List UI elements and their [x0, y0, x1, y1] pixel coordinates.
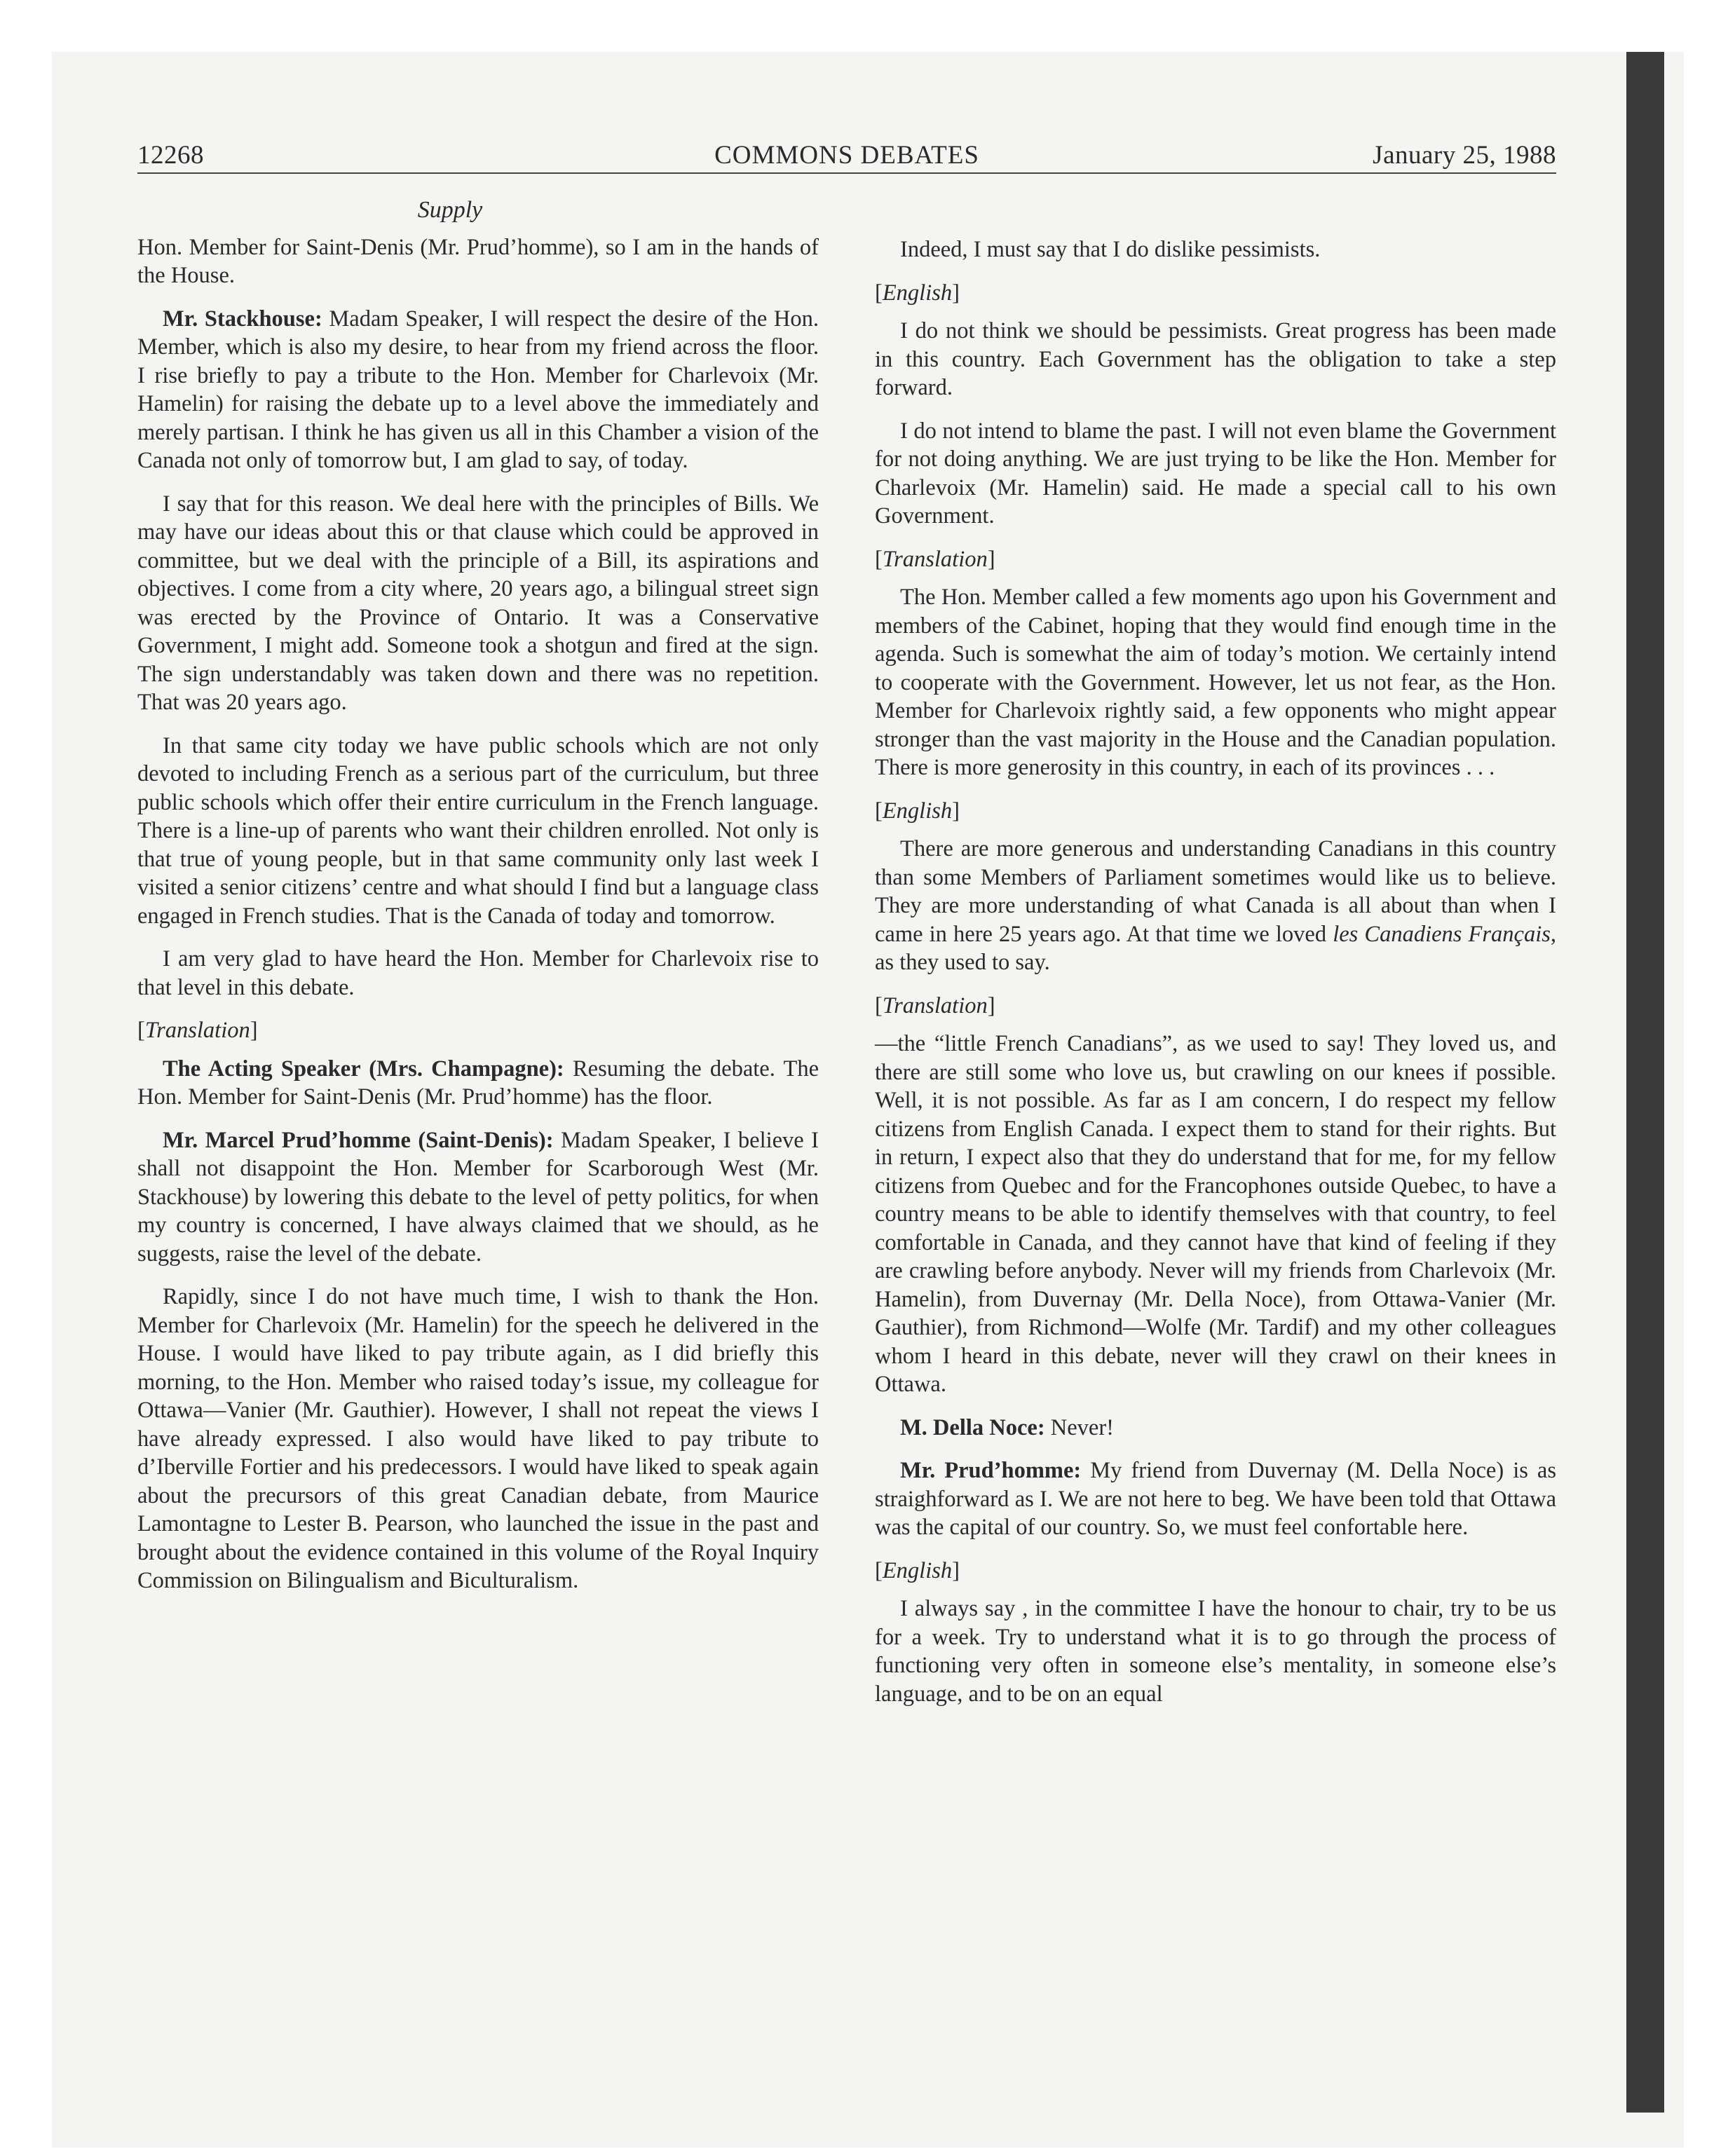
page-number: 12268 — [137, 141, 204, 170]
paragraph: In that same city today we have public schools which are not only devoted to including French as a serious part of the curriculum, but three public schools which offer their entire curriculum in the French language. There is a line-up of parents who want their children enrolled. Not only is that true of young people, but in that same community only last week I visited a senior citizens’ centre and what should I find but a language class engaged in French studies. That is the Canada of today and tomorrow. — [137, 732, 819, 929]
speech-paragraph: M. Della Noce: Never! — [900, 1414, 1114, 1440]
speaker-name: The Acting Speaker (Mrs. Champagne): — [163, 1056, 564, 1082]
speaker-name: Mr. Prud’homme: — [900, 1458, 1082, 1483]
language-marker: [Translation] — [875, 546, 995, 572]
paragraph: Hon. Member for Saint-Denis (Mr. Prud’homme), so I am in the hands of the House. — [137, 234, 819, 288]
speech-paragraph: The Acting Speaker (Mrs. Champagne): Resuming the debate. The Hon. Member for Saint-Denis (Mr. Prud’homme) has the floor. — [137, 1056, 819, 1110]
running-header — [137, 140, 1556, 174]
paragraph: There are more generous and understanding Canadians in this country than some Members of Parliament sometimes would like us to believe. They are more understanding of what Canada is all about than when I came in here 25 years ago. At that time we loved les Canadiens Français, as they used to say. — [875, 836, 1556, 975]
paragraph: The Hon. Member called a few moments ago upon his Government and members of the Cabinet, hoping that they would find enough time in the agenda. Such is somewhat the aim of today’s motion. We certainly intend to cooperate with the Government. However, let us not fear, as the Hon. Member for Charlevoix rightly said, a few opponents who might appear stronger than the vast majority in the House and the Canadian population. There is more generosity in this country, in each of its provinces . . . — [875, 585, 1556, 780]
section-heading: Supply — [417, 197, 483, 223]
paragraph: —the “little French Canadians”, as we used to say! They loved us, and there are still some who love us, but crawling on our knees if possible. Well, it is not possible. As far as I am concern, I do respect my fellow citizens from English Canada. I expect them to stand for their rights. But in return, I expect also that they do understand that for me, for my fellow citizens from Quebec and for the Francophones outside Quebec, to have a country means to be able to identify themselves with that country, to feel comfortable in Canada, and they cannot have that kind of feeling if they are crawling before anybody. Never will my friends from Charlevoix (Mr. Hamelin), from Duvernay (Mr. Della Noce), from Ottawa-Vanier (Mr. Gauthier), from Richmond—Wolfe (Mr. Tardif) and my other colleagues whom I heard in this debate, never will they crawl on their knees in Ottawa. — [875, 1031, 1556, 1397]
language-marker: [English] — [875, 798, 960, 824]
paragraph: Rapidly, since I do not have much time, I wish to thank the Hon. Member for Charlevoix (Mr. Hamelin) for the speech he delivered in the House. I would have liked to pay tribute again, as I did briefly this morning, to the Hon. Member who raised today’s issue, my colleague for Ottawa—Vanier (Mr. Gauthier). However, I shall not repeat the views I have already expressed. I also would have liked to pay tribute to d’Iberville Fortier and his predecessors. I would have liked to speak again about the precursors of this great Canadian debate, from Maurice Lamontagne to Lester B. Pearson, who launched the issue in the past and brought about the evidence contained in this volume of the Royal Inquiry Commission on Bilingualism and Biculturalism. — [137, 1284, 819, 1593]
document-page — [137, 140, 1556, 1977]
speech-paragraph: Mr. Stackhouse: Madam Speaker, I will respect the desire of the Hon. Member, which is also my desire, to hear from my friend across the floor. I rise briefly to pay a tribute to the Hon. Member for Charlevoix (Mr. Hamelin) for raising the debate up to a level above the immediately and merely partisan. I think he has given us all in this Chamber a vision of the Canada not only of tomorrow but, I am glad to say, of today. — [137, 306, 819, 473]
speech-paragraph: Mr. Prud’homme: My friend from Duvernay (M. Della Noce) is as straighforward as I. We are not here to beg. We have been told that Ottawa was the capital of our country. So, we must feel confortable here. — [875, 1458, 1556, 1540]
language-marker: [English] — [875, 280, 960, 306]
speaker-name: Mr. Marcel Prud’homme (Saint-Denis): — [163, 1127, 554, 1153]
left-column — [137, 196, 819, 1610]
publication-title: COMMONS DEBATES — [714, 141, 979, 170]
paragraph: Indeed, I must say that I do dislike pessimists. — [900, 237, 1321, 262]
paragraph: I do not think we should be pessimists. Great progress has been made in this country. Each Government has the obligation to take a step forward. — [875, 318, 1556, 400]
paragraph: I say that for this reason. We deal here with the principles of Bills. We may have our ideas about this or that clause which could be approved in committee, but we deal with the principle of a Bill, its aspirations and objectives. I come from a city where, 20 years ago, a bilingual street sign was erected by the Province of Ontario. It was a Conservative Government, I might add. Someone took a shotgun and fired at the sign. The sign understandably was taken down and there was no repetition. That was 20 years ago. — [137, 491, 819, 715]
speech-paragraph: Mr. Marcel Prud’homme (Saint-Denis): Madam Speaker, I believe I shall not disappoint the Hon. Member for Scarborough West (Mr. Stackhouse) by lowering this debate to the level of petty politics, for when my country is concerned, I have always claimed that we should, as he suggests, raise the level of the debate. — [137, 1127, 819, 1267]
right-column — [875, 236, 1556, 1723]
paragraph: I always say , in the committee I have the honour to chair, try to be us for a week. Try to understand what it is to go through the process of functioning very often in someone else’s mentality, in someone else’s language, and to be on an equal — [875, 1596, 1556, 1707]
language-marker: [English] — [875, 1557, 960, 1583]
language-marker: [Translation] — [875, 992, 995, 1018]
binding-edge-shadow — [1626, 52, 1664, 2113]
paragraph: I do not intend to blame the past. I will not even blame the Government for not doing anything. We are just trying to be like the Hon. Member for Charlevoix (Mr. Hamelin) said. He made a special call to his own Government. — [875, 418, 1556, 528]
speaker-name: Mr. Stackhouse: — [163, 306, 322, 332]
speaker-name: M. Della Noce: — [900, 1414, 1045, 1440]
language-marker: [Translation] — [137, 1018, 258, 1043]
emphasized-phrase: les Canadiens Français — [1333, 921, 1551, 947]
paragraph: I am very glad to have heard the Hon. Member for Charlevoix rise to that level in this debate. — [137, 946, 819, 1000]
publication-date: January 25, 1988 — [1373, 141, 1556, 170]
